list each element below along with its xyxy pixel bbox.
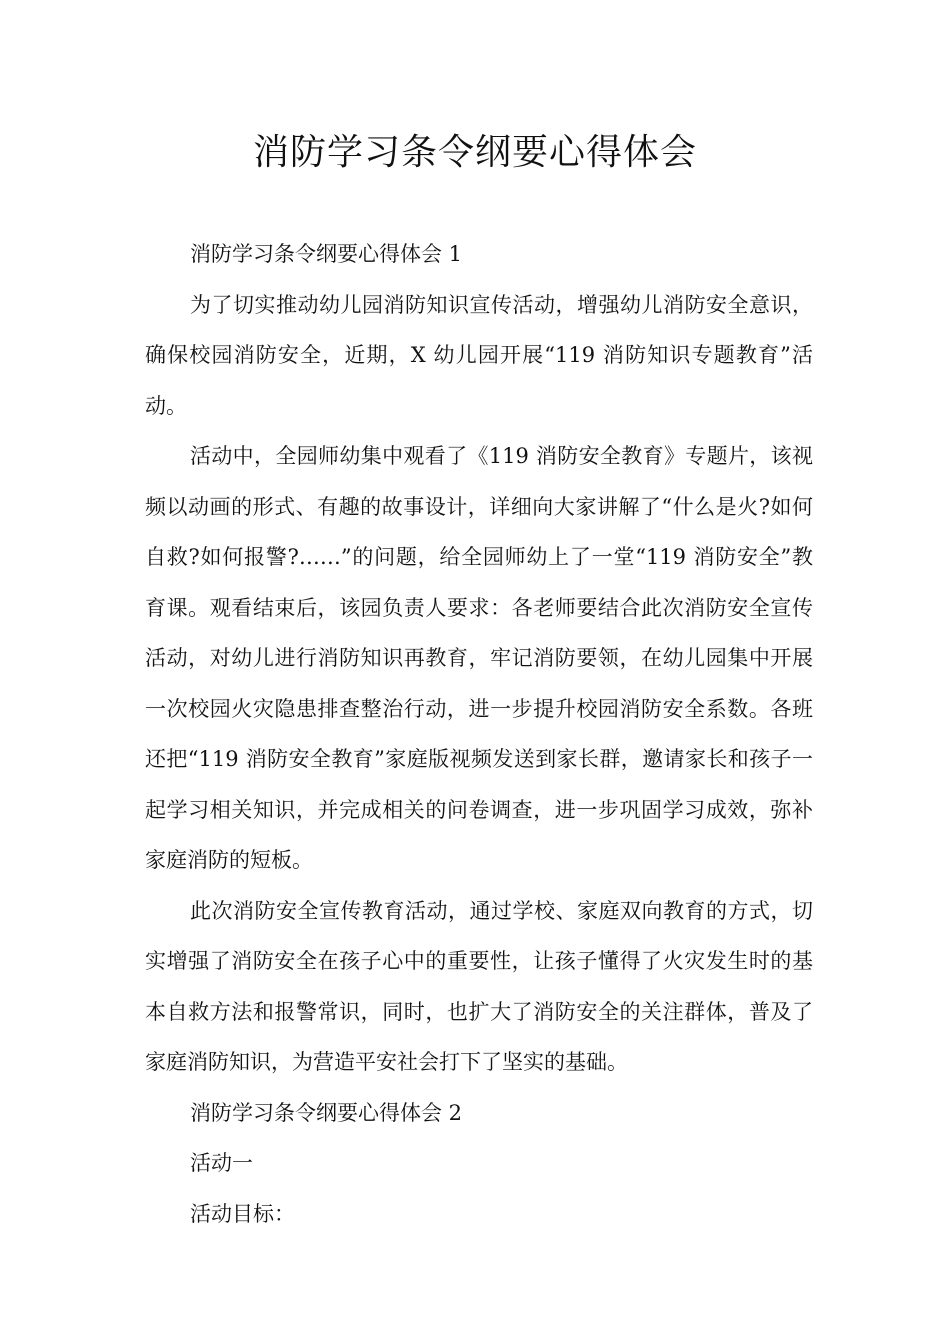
section-2-heading: 消防学习条令纲要心得体会 2 <box>190 1100 463 1125</box>
paragraph-2: 活动中，全园师幼集中观看了《119 消防安全教育》专题片，该视频以动画的形式、有趣的故事设计，详细向大家讲解了“什么是火?如何自救?如何报警?……”的问题，给全园师幼上了一堂“119 消防安全”教育课。观看结束后，该园负责人要求：各老师要结合此次消防安全宣传活动，对幼儿进行消防知识再教育，牢记消防要领，在幼儿园集中开展一次校园火灾隐患排查整治行动，进一步提升校园消防安全系数。各班还把“119 消防安全教育”家庭版视频发送到家长群，邀请家长和孩子一起学习相关知识，并完成相关的问卷调查，进一步巩固学习成效，弥补家庭消防的短板。 <box>145 444 813 872</box>
document-body <box>145 229 813 1239</box>
activity-label: 活动一 <box>190 1151 253 1175</box>
paragraph-1: 为了切实推动幼儿园消防知识宣传活动，增强幼儿消防安全意识，确保校园消防安全，近期，X 幼儿园开展“119 消防知识专题教育”活动。 <box>145 292 813 418</box>
activity-goal-label: 活动目标： <box>190 1201 295 1226</box>
section-1-heading: 消防学习条令纲要心得体会 1 <box>190 242 463 266</box>
paragraph-3: 此次消防安全宣传教育活动，通过学校、家庭双向教育的方式，切实增强了消防安全在孩子心中的重要性，让孩子懂得了火灾发生时的基本自救方法和报警常识，同时，也扩大了消防安全的关注群体，普及了家庭消防知识，为营造平安社会打下了坚实的基础。 <box>145 898 813 1074</box>
document-title: 消防学习条令纲要心得体会 <box>252 132 697 173</box>
